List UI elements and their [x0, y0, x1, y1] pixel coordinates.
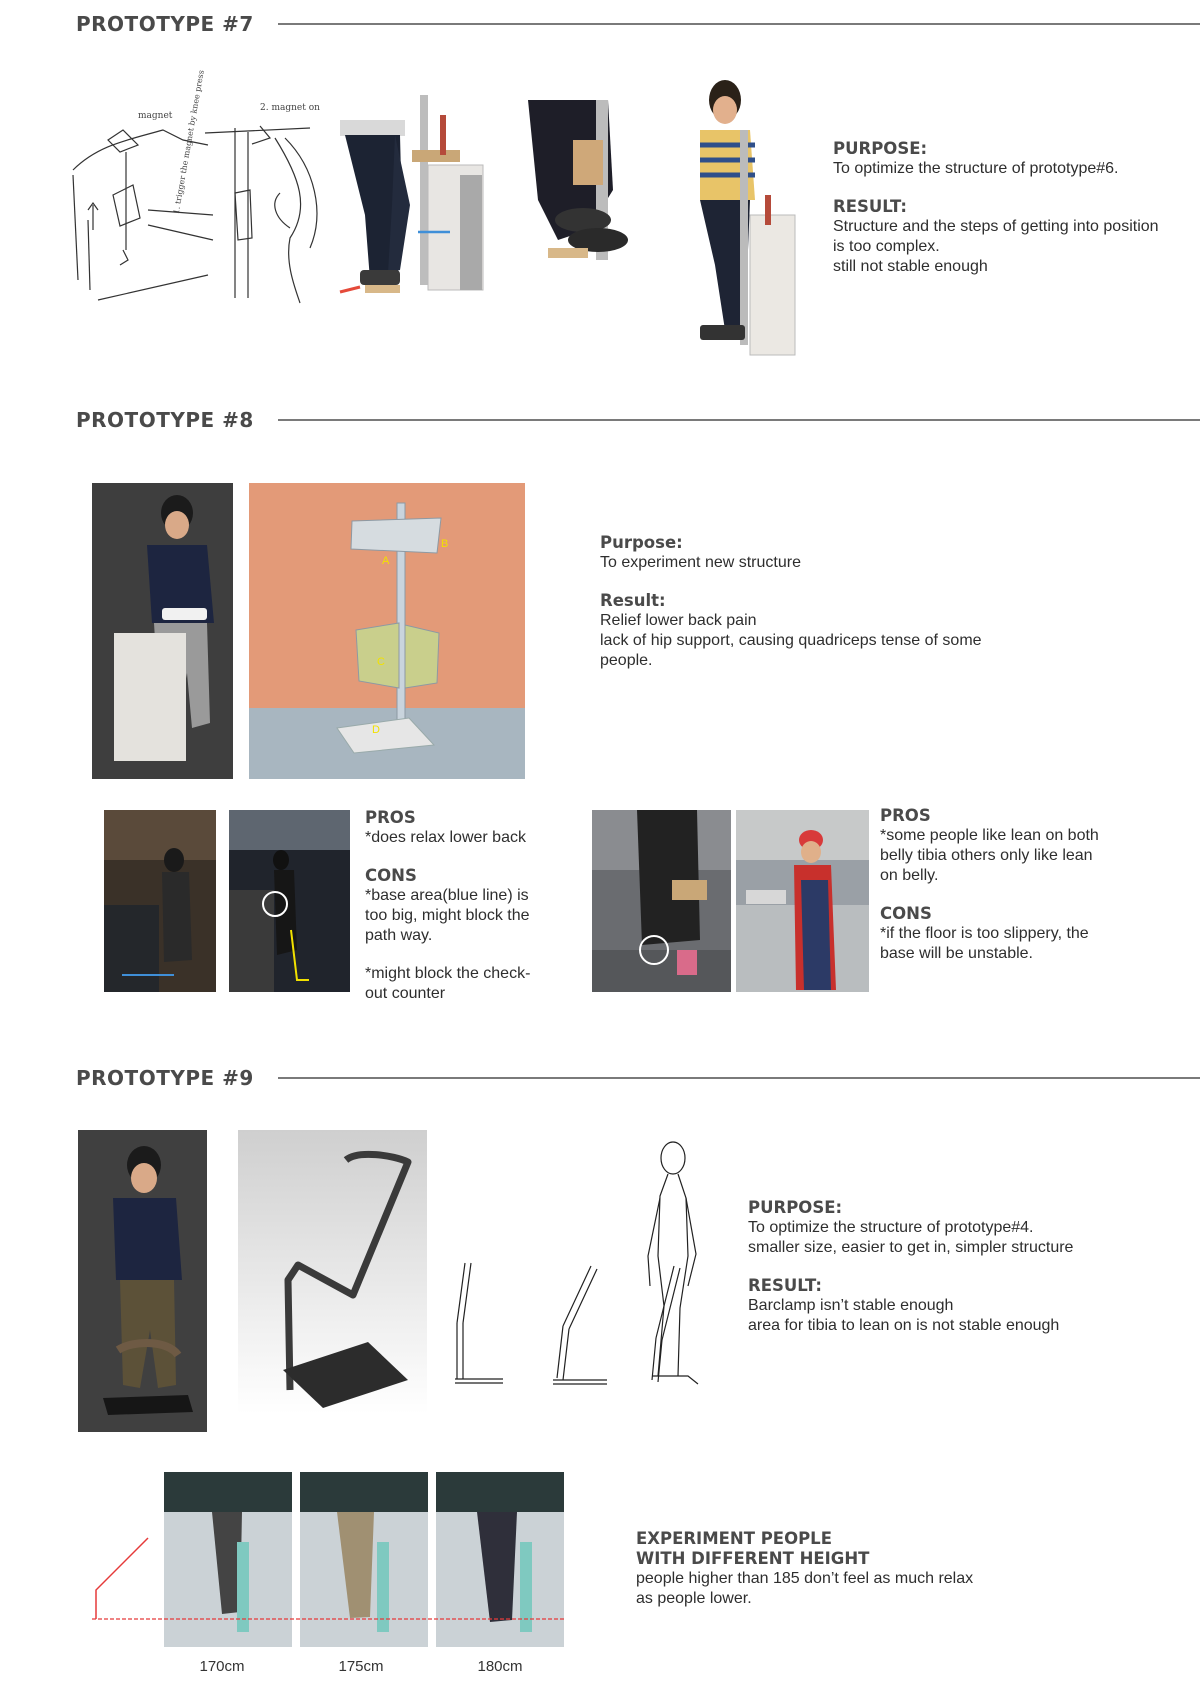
photo-side-view [340, 95, 500, 310]
experiment-line: people higher than 185 don’t feel as much relax [636, 1570, 974, 1587]
sketch-note-magnet: magnet [138, 111, 173, 121]
diagram-label-c: C [377, 656, 385, 668]
result-line: area for tibia to lean on is not stable enough [748, 1317, 1060, 1334]
result-heading: RESULT: [833, 197, 907, 216]
result-heading: Result: [600, 591, 666, 610]
pros-heading: PROS [365, 808, 416, 827]
pros-line: *some people like lean on both [880, 827, 1099, 844]
cons-heading: CONS [880, 904, 932, 923]
height-caption: 175cm [338, 1658, 384, 1675]
result-line: people. [600, 652, 653, 669]
experiment-heading: WITH DIFFERENT HEIGHT [636, 1549, 870, 1568]
prototype-9-description [748, 1198, 1168, 1336]
cons-line: *might block the check- [365, 965, 531, 982]
cons-line: base will be unstable. [880, 945, 1033, 962]
photo-studio-user-9 [78, 1130, 207, 1432]
photo-field-counter-2 [229, 810, 350, 992]
result-line: Barclamp isn’t stable enough [748, 1297, 954, 1314]
section-rule [278, 419, 1200, 421]
section-title-prototype-7: PROTOTYPE #7 [76, 12, 254, 36]
experiment-height-strip [92, 1462, 592, 1662]
pros-cons-left [365, 808, 565, 1004]
pros-line: belly tibia others only like lean [880, 847, 1093, 864]
purpose-heading: Purpose: [600, 533, 683, 552]
sketch-note-trigger: 1. trigger the magnet by knee press [171, 69, 206, 215]
section-rule [278, 1077, 1200, 1079]
photo-field-kitchen-2 [736, 810, 869, 992]
cons-line: *if the floor is too slippery, the [880, 925, 1089, 942]
sketch-note-magnet-on: 2. magnet on [260, 103, 320, 113]
photo-field-counter-1 [104, 810, 216, 992]
render-prototype-9 [238, 1130, 427, 1414]
result-line: lack of hip support, causing quadriceps tense of some [600, 632, 982, 649]
result-line: is too complex. [833, 238, 940, 255]
cons-line: path way. [365, 927, 433, 944]
drawing-tilted [545, 1260, 620, 1385]
result-line: still not stable enough [833, 258, 988, 275]
pros-line: *does relax lower back [365, 829, 526, 846]
section-title-prototype-9: PROTOTYPE #9 [76, 1066, 254, 1090]
sketch-knee-trigger [171, 69, 330, 308]
diagram-label-b: B [441, 538, 449, 550]
experiment-description [636, 1529, 1056, 1609]
cons-line: out counter [365, 985, 446, 1002]
photo-leg-closeup [528, 100, 663, 265]
height-caption: 180cm [477, 1658, 523, 1675]
result-heading: RESULT: [748, 1276, 822, 1295]
purpose-line: smaller size, easier to get in, simpler structure [748, 1239, 1074, 1256]
diagram-label-a: A [382, 555, 390, 567]
photo-front-view [685, 75, 810, 365]
purpose-line: To experiment new structure [600, 554, 801, 571]
purpose-heading: PURPOSE: [833, 139, 928, 158]
photo-structure-labels [249, 483, 525, 779]
pros-line: on belly. [880, 867, 939, 884]
pros-heading: PROS [880, 806, 931, 825]
diagram-label-d: D [372, 724, 380, 736]
purpose-line: To optimize the structure of prototype#4. [748, 1219, 1034, 1236]
experiment-heading: EXPERIMENT PEOPLE [636, 1529, 832, 1548]
cons-heading: CONS [365, 866, 417, 885]
result-line: Structure and the steps of getting into position [833, 218, 1159, 235]
cons-line: too big, might block the [365, 907, 530, 924]
section-rule [278, 23, 1200, 25]
purpose-line: To optimize the structure of prototype#6. [833, 160, 1119, 177]
drawing-upright [445, 1255, 515, 1385]
cons-line: *base area(blue line) is [365, 887, 529, 904]
prototype-7-description [833, 139, 1193, 277]
drawing-figure-leaning [628, 1136, 708, 1388]
purpose-heading: PURPOSE: [748, 1198, 843, 1217]
prototype-8-description [600, 533, 1020, 671]
result-line: Relief lower back pain [600, 612, 757, 629]
height-caption: 170cm [199, 1658, 245, 1675]
section-title-prototype-8: PROTOTYPE #8 [76, 408, 254, 432]
photo-field-kitchen-1 [592, 810, 731, 992]
photo-studio-user [92, 483, 233, 779]
pros-cons-right [880, 806, 1130, 964]
experiment-line: as people lower. [636, 1590, 752, 1607]
